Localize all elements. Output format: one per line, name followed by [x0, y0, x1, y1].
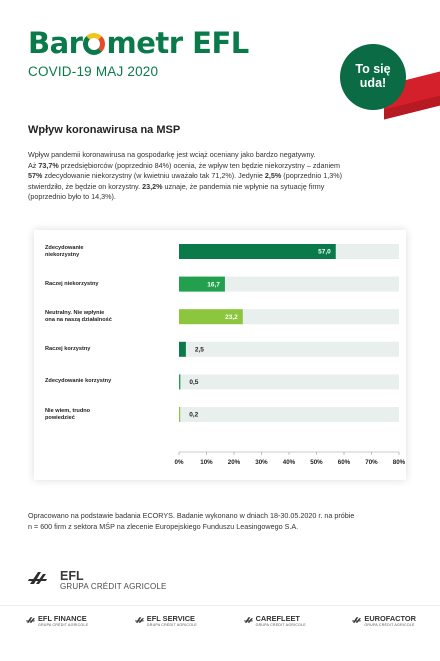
brand-ring-icon [83, 33, 105, 55]
bar-track [179, 342, 399, 357]
note-line-1: Opracowano na podstawie badania ECORYS. Badanie wykonano w dniach 18-30.05.2020 r. na próbie [28, 511, 355, 520]
bar-0 [179, 244, 336, 259]
badge-line-1: To się [355, 62, 391, 76]
para-text: zdecydowanie niekorzystny (w kwietniu uważało tak 71,2%). Jedynie [42, 171, 265, 181]
section-paragraph [28, 150, 418, 203]
category-label-line: niekorzystny [45, 251, 80, 258]
category-label-line: Raczej korzystny [45, 345, 91, 352]
footer-divider [0, 605, 440, 606]
category-label [45, 245, 135, 259]
brand-sub: GRUPA CRÉDIT AGRICOLE [38, 623, 89, 627]
para-text: (poprzednio 1,3%) [281, 171, 343, 181]
methodology-note [28, 511, 418, 533]
to-sie-uda-badge [340, 44, 406, 110]
para-line-5: (poprzednio było to 14,3%). [28, 192, 116, 202]
brand-name: CAREFLEET [255, 614, 300, 623]
category-label-line: Raczej niekorzystny [45, 280, 99, 287]
x-tick-label: 40% [282, 459, 296, 466]
efl-logo-group: GRUPA CRÉDIT AGRICOLE [60, 582, 167, 591]
brand-sub: GRUPA CRÉDIT AGRICOLE [255, 623, 306, 627]
x-tick-label: 0% [174, 459, 184, 466]
category-label [45, 408, 135, 422]
bar-value-label: 23,2 [225, 313, 238, 321]
brand-text-b: metr EFL [106, 26, 249, 60]
brand-text-a: Bar [28, 26, 83, 60]
category-label [45, 346, 135, 353]
brand-efl-service [135, 615, 197, 627]
bar-track [179, 407, 399, 422]
bar-track [179, 374, 399, 389]
credit-agricole-icon [352, 616, 361, 624]
bar-5 [179, 407, 180, 422]
bar-3 [179, 342, 186, 357]
bar-value-label: 2,5 [194, 346, 204, 354]
brand-carefleet [244, 615, 306, 627]
badge-line-2: uda! [359, 76, 387, 90]
section-title: Wpływ koronawirusa na MSP [28, 124, 181, 136]
x-tick-label: 10% [200, 459, 213, 466]
brand-efl-finance [26, 615, 88, 627]
para-text: Aż [28, 160, 39, 170]
x-tick-label: 20% [227, 459, 241, 466]
para-highlight: 57% [28, 171, 43, 181]
bar-chart [34, 230, 406, 480]
para-line-1: Wpływ pandemii koronawirusa na gospodarkę jest wciąż oceniany jako bardzo negatywny. [28, 150, 316, 159]
credit-agricole-icon [135, 616, 144, 624]
para-text: uznaje, że pandemia nie wpłynie na sytuację firmy [162, 181, 325, 191]
brand-sub: GRUPA CRÉDIT AGRICOLE [364, 623, 415, 627]
brand-eurofactor [352, 615, 416, 627]
para-highlight: 73,7% [38, 160, 59, 170]
efl-logo-name: EFL [60, 569, 84, 583]
credit-agricole-icon [26, 616, 35, 624]
bar-value-label: 16,7 [207, 281, 220, 289]
x-tick-label: 80% [392, 459, 406, 466]
bar-chart-card [34, 230, 406, 480]
credit-agricole-icon [244, 616, 253, 624]
category-label [45, 281, 135, 288]
x-tick-label: 60% [337, 459, 351, 466]
para-highlight: 23,2% [142, 181, 163, 191]
para-highlight: 2,5% [264, 171, 282, 181]
bar-value-label: 57,0 [318, 248, 331, 256]
category-label-line: Nie wiem, trudno [45, 407, 91, 414]
brand-name: EFL FINANCE [38, 614, 87, 623]
category-label [45, 310, 135, 324]
brand-sub: GRUPA CRÉDIT AGRICOLE [146, 623, 197, 627]
bar-value-label: 0,2 [189, 411, 199, 419]
bar-4 [179, 374, 180, 389]
category-label-line: Zdecydowanie korzystny [45, 378, 112, 385]
category-label-line: ona na naszą działalność [45, 316, 112, 323]
note-line-2: n = 600 firm z sektora MŚP na zlecenie Europejskiego Funduszu Leasingowego S.A. [28, 521, 299, 531]
x-tick-label: 50% [310, 459, 323, 466]
credit-agricole-icon [28, 570, 48, 586]
brand-name: EUROFACTOR [364, 614, 416, 623]
category-label-line: Zdecydowanie [45, 244, 84, 251]
bar-value-label: 0,5 [189, 379, 199, 387]
category-label-line: powiedzieć [45, 414, 75, 421]
x-tick-label: 70% [365, 459, 378, 466]
efl-group-logo [28, 569, 167, 591]
category-label-line: Neutralny. Nie wpłynie [45, 309, 105, 316]
report-subtitle: COVID-19 MAJ 2020 [28, 64, 159, 79]
barometr-logo [28, 26, 249, 60]
brand-name: EFL SERVICE [146, 614, 195, 623]
para-text: przedsiębiorców (poprzednio 84%) ocenia, że wpływ ten będzie niekorzystny – zdaniem [58, 160, 341, 170]
x-tick-label: 30% [255, 459, 268, 466]
para-text: stwierdziło, że będzie on korzystny. [28, 181, 143, 191]
group-brands-row [26, 615, 416, 627]
category-label [45, 378, 135, 385]
